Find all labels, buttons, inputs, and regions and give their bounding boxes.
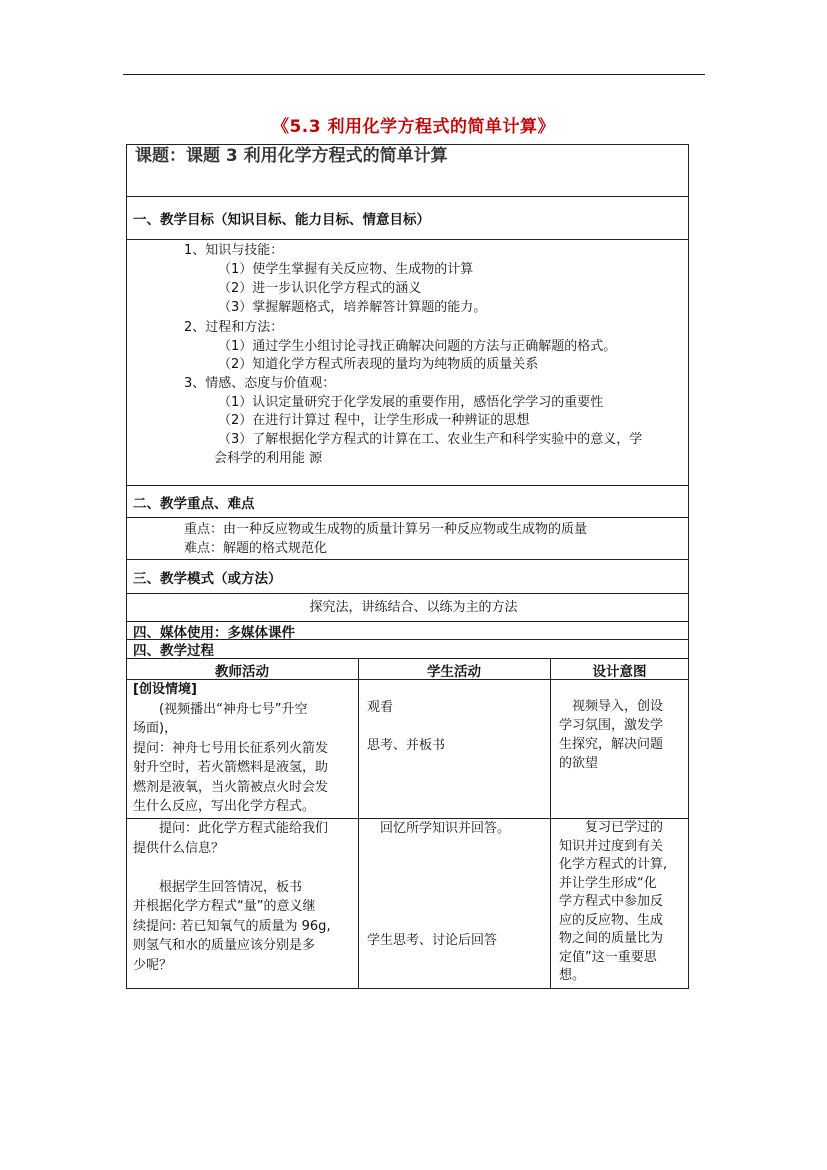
- col-header-intent: 设计意图: [592, 664, 647, 680]
- cell-line: 提供什么信息？: [133, 840, 225, 856]
- cell-line: 场面)，: [133, 721, 178, 736]
- row1-student-watch: 观看: [367, 700, 394, 715]
- col-divider-1: [358, 658, 359, 989]
- row2-student-discuss: 学生思考、讨论后回答: [367, 933, 498, 948]
- cell-line: 化学方程式的计算,: [559, 857, 668, 872]
- cell-line: 燃剂是液氧，当火箭被点火时会发: [133, 779, 329, 795]
- cell-line: [133, 858, 355, 878]
- goal-line: （2）知道化学方程式所表现的量均为纯物质的质量关系: [218, 357, 539, 372]
- row2-teacher-activity: [133, 819, 355, 975]
- cell-line: 学方程式中参加反: [559, 894, 664, 909]
- document-title: 《5.3 利用化学方程式的简单计算》: [271, 117, 556, 137]
- header-rule: [123, 74, 705, 75]
- lesson-topic-text: 课题：课题 3 利用化学方程式的简单计算: [135, 146, 448, 166]
- cell-line: 生什么反应，写出化学方程式。: [133, 799, 316, 814]
- focus-difficulty: 难点：解题的格式规范化: [184, 541, 328, 556]
- section-goals-header: 一、教学目标（知识目标、能力目标、情意目标）: [126, 196, 689, 240]
- goal-line: 会科学的利用能 源: [214, 451, 323, 466]
- cell-line: 生探究，解决问题: [559, 737, 664, 752]
- goal-line: 3、情感、态度与价值观：: [184, 376, 336, 391]
- goal-line: （1）通过学生小组讨论寻找正确解决问题的方法与正确解题的格式。: [218, 339, 617, 354]
- cell-line: 射升空时，若火箭燃料是液氢，助: [133, 760, 329, 775]
- cell-line: 视频导入，创设: [559, 699, 664, 714]
- cell-line: 应的反应物、生成: [559, 912, 664, 928]
- row1-teacher-activity: [133, 680, 355, 817]
- cell-line: 学习氛围，激发学: [559, 718, 664, 733]
- cell-line: (视频播出“神舟七号”升空: [133, 701, 308, 717]
- col-header-student: 学生活动: [427, 664, 481, 680]
- goal-line: 1、知识与技能：: [184, 243, 284, 258]
- cell-line: 提问：神舟七号用长征系列火箭发: [133, 740, 329, 756]
- row2-student-recall: 回忆所学知识并回答。: [367, 821, 511, 836]
- row1-student-think: 思考、并板书: [367, 738, 446, 753]
- focus-key: 重点：由一种反应物或生成物的质量计算另一种反应物或生成物的质量: [184, 522, 588, 537]
- cell-line: 知识并过度到有关: [559, 838, 664, 854]
- cell-line: 并让学生形成“化: [559, 875, 657, 891]
- goal-line: （3）掌握解题格式，培养解答计算题的能力。: [218, 300, 487, 315]
- cell-line: 并根据化学方程式“量”的意义继: [133, 899, 316, 914]
- section-media: 四、媒体使用：多媒体课件: [126, 621, 689, 640]
- cell-line: 提问：此化学方程式能给我们: [133, 821, 329, 836]
- goal-line: （2）在进行计算过 程中，让学生形成一种辨证的思想: [218, 413, 530, 428]
- section-focus-header: 二、教学重点、难点: [126, 485, 689, 518]
- col-header-teacher: 教师活动: [215, 664, 269, 680]
- goal-line: （1）认识定量研究于化学发展的重要作用，感悟化学学习的重要性: [218, 395, 604, 410]
- lesson-topic: [126, 144, 689, 197]
- cell-line: 的欲望: [559, 756, 599, 771]
- cell-line: 想。: [559, 968, 586, 983]
- cell-line: 根据学生回答情况，板书: [133, 879, 303, 895]
- cell-line: 少呢？: [133, 957, 173, 973]
- section-mode-header: 三、教学模式（或方法）: [126, 559, 689, 594]
- goal-line: （2）进一步认识化学方程式的涵义: [218, 281, 422, 296]
- cell-line: 物之间的质量比为: [559, 931, 664, 946]
- mode-text: 探究法，讲练结合、以练为主的方法: [309, 600, 518, 615]
- row1-design-intent: [559, 697, 663, 773]
- cell-line: 则氢气和水的质量应该分别是多: [133, 938, 316, 953]
- goal-line: （1）使学生掌握有关反应物、生成物的计算: [218, 262, 474, 277]
- col-divider-2: [550, 658, 551, 989]
- goal-line: 2、过程和方法：: [184, 320, 284, 335]
- row2-design-intent: [559, 818, 667, 985]
- cell-line: 复习已学过的: [559, 820, 664, 835]
- cell-line: [创设情境]: [133, 682, 197, 697]
- cell-line: 定值”这一重要思: [559, 949, 657, 965]
- cell-line: 续提问: 若已知氧气的质量为 96g,: [133, 918, 331, 934]
- section-process: 四、教学过程: [126, 639, 689, 659]
- goal-line: （3）了解根据化学方程式的计算在工、农业生产和科学实验中的意义，学: [218, 432, 643, 447]
